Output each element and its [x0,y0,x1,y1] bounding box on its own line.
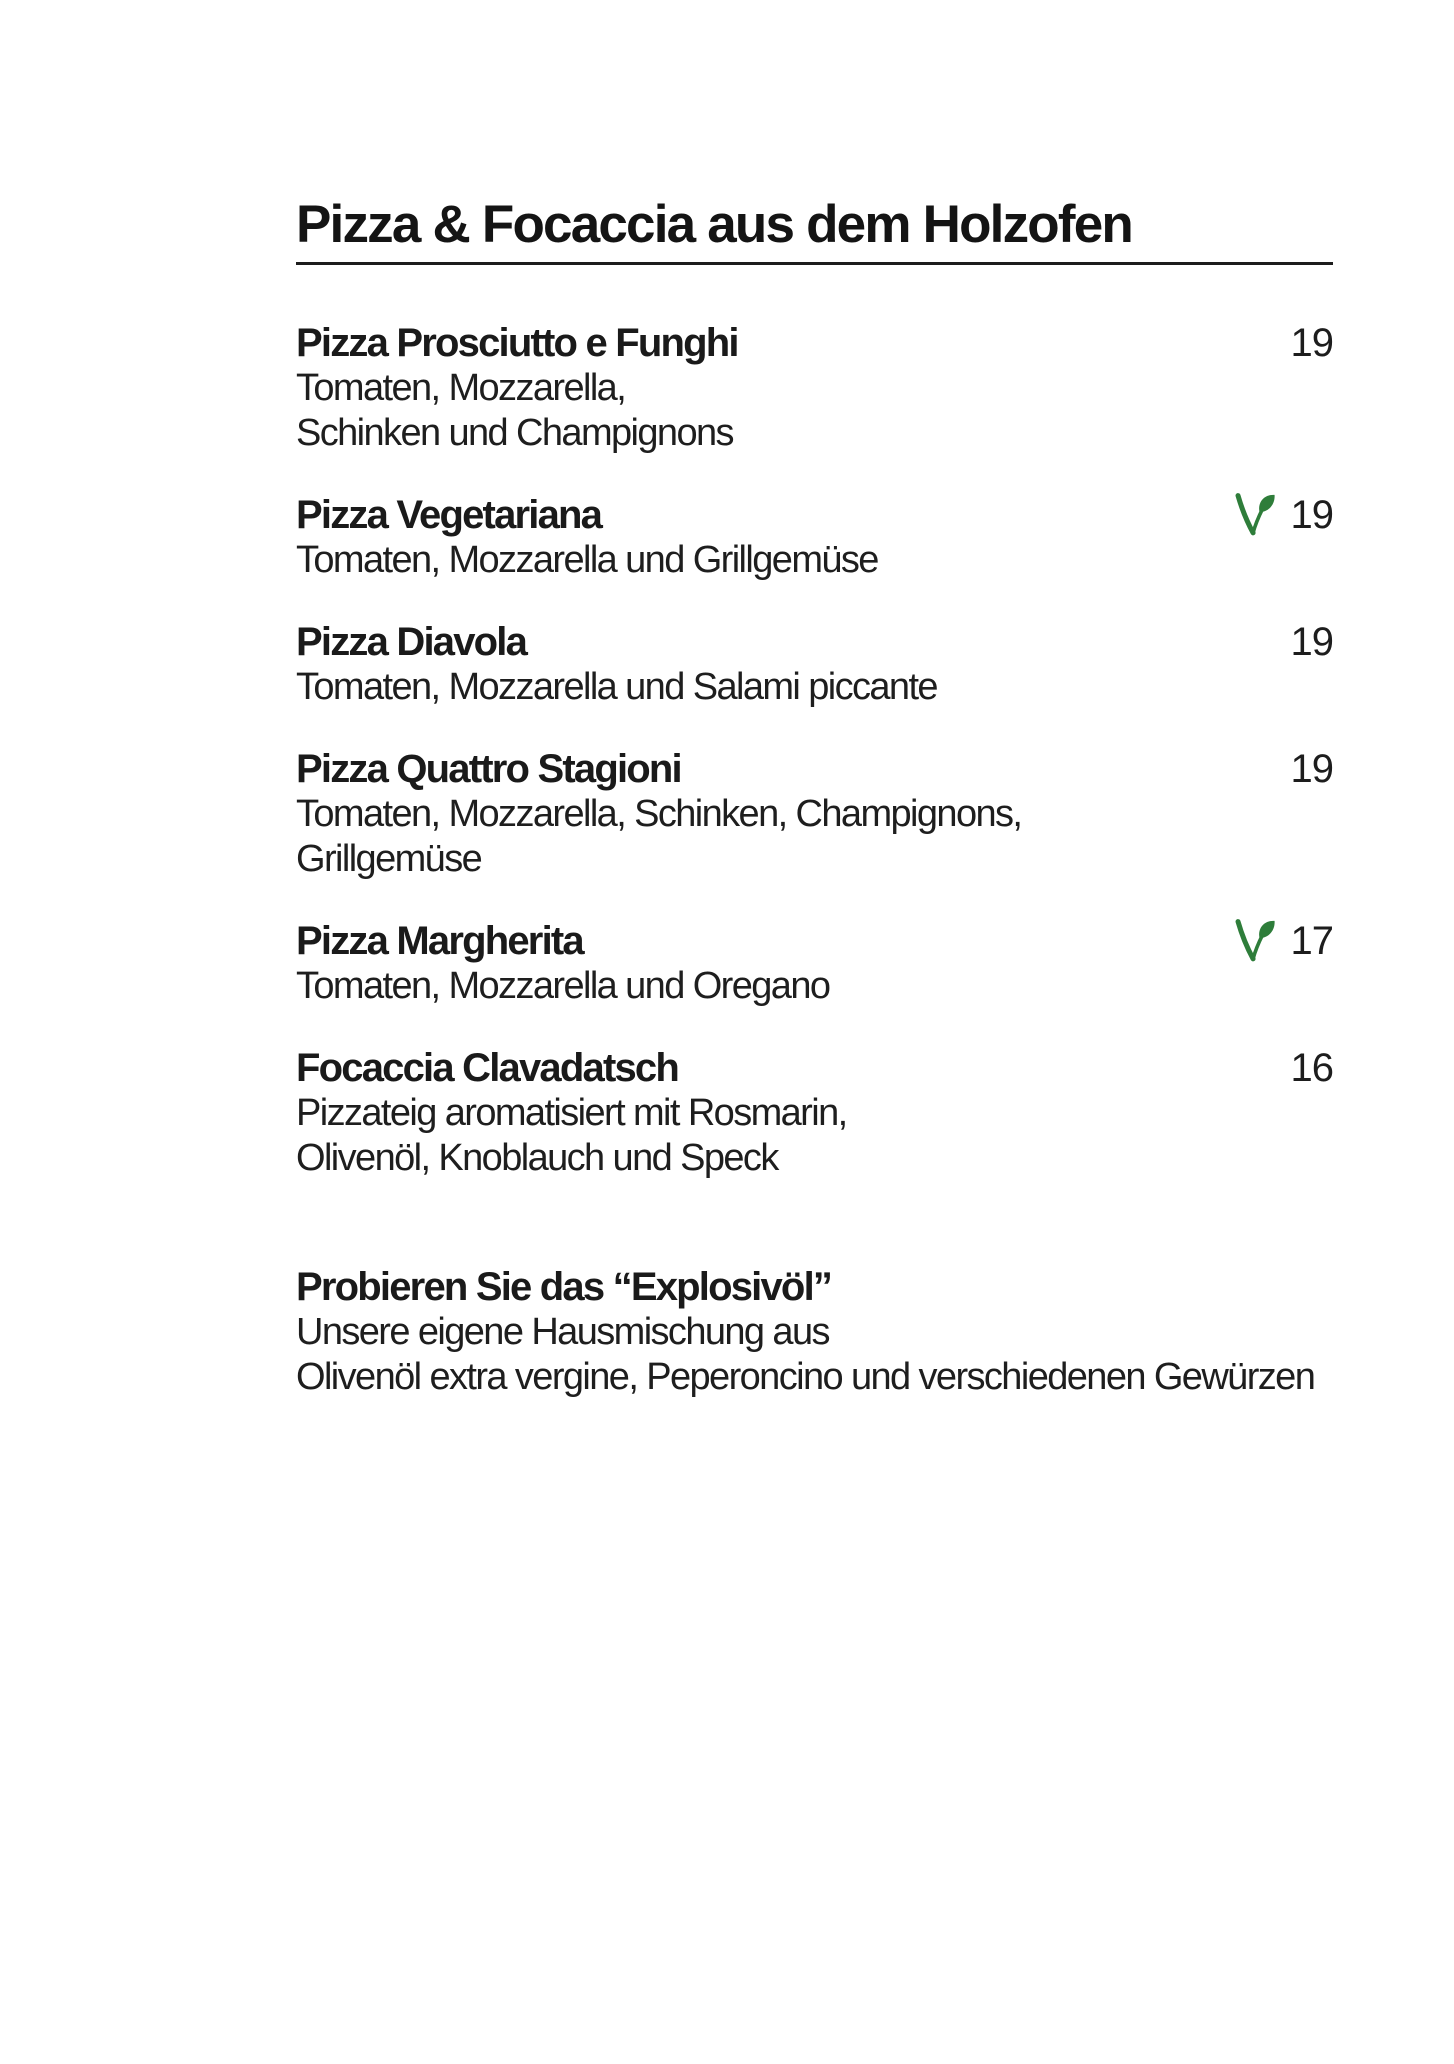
item-description-line: Tomaten, Mozzarella und Oregano [296,965,830,1007]
menu-item-head [296,747,1333,792]
menu-items-list [296,321,1333,1181]
menu-item [296,321,1333,456]
menu-item [296,919,1333,1009]
menu-item [296,620,1333,710]
item-price: 19 [1290,321,1333,365]
note-description [296,1310,1333,1400]
item-name: Pizza Vegetariana [296,493,602,537]
item-price-group [1289,1046,1333,1091]
item-price-group [1233,493,1333,538]
note-line: Olivenöl extra vergine, Peperoncino und verschiedenen Gewürzen [296,1356,1315,1398]
item-price-group [1289,747,1333,792]
menu-item [296,493,1333,583]
item-name: Pizza Quattro Stagioni [296,747,681,791]
menu-item-head [296,1046,1333,1091]
item-name: Focaccia Clavadatsch [296,1046,678,1090]
item-price: 19 [1290,747,1333,791]
item-description-line: Olivenöl, Knoblauch und Speck [296,1137,778,1179]
item-price: 16 [1290,1046,1333,1090]
item-price: 19 [1290,493,1333,537]
item-name: Pizza Diavola [296,620,527,664]
item-description [296,964,1333,1009]
vegetarian-v-leaf-icon [1233,490,1276,537]
menu-item-head [296,919,1333,964]
item-description [296,366,1333,456]
item-description [296,538,1333,583]
item-price: 19 [1290,620,1333,664]
item-name: Pizza Margherita [296,919,583,963]
item-description-line: Tomaten, Mozzarella, [296,367,626,409]
item-description [296,1091,1333,1181]
item-description [296,665,1333,710]
item-description-line: Tomaten, Mozzarella und Grillgemüse [296,539,878,581]
item-price-group [1289,321,1333,366]
item-description-line: Tomaten, Mozzarella, Schinken, Champignons, [296,793,1022,835]
menu-item [296,1046,1333,1181]
item-description-line: Tomaten, Mozzarella und Salami piccante [296,666,937,708]
note-block [296,1265,1333,1400]
menu-item-head [296,493,1333,538]
item-description-line: Schinken und Champignons [296,412,733,454]
item-name: Pizza Prosciutto e Funghi [296,321,738,365]
vegetarian-v-leaf-icon [1233,916,1276,963]
menu-content [296,196,1333,1400]
item-description [296,792,1333,882]
item-description-line: Pizzateig aromatisiert mit Rosmarin, [296,1092,847,1134]
note-title: Probieren Sie das “Explosivöl” [296,1265,832,1309]
item-price-group [1233,919,1333,964]
item-price: 17 [1290,919,1333,963]
menu-item-head [296,321,1333,366]
item-price-group [1289,620,1333,665]
menu-item-head [296,620,1333,665]
item-description-line: Grillgemüse [296,838,482,880]
menu-item [296,747,1333,882]
note-line: Unsere eigene Hausmischung aus [296,1311,829,1353]
section-title: Pizza & Focaccia aus dem Holzofen [296,196,1333,265]
